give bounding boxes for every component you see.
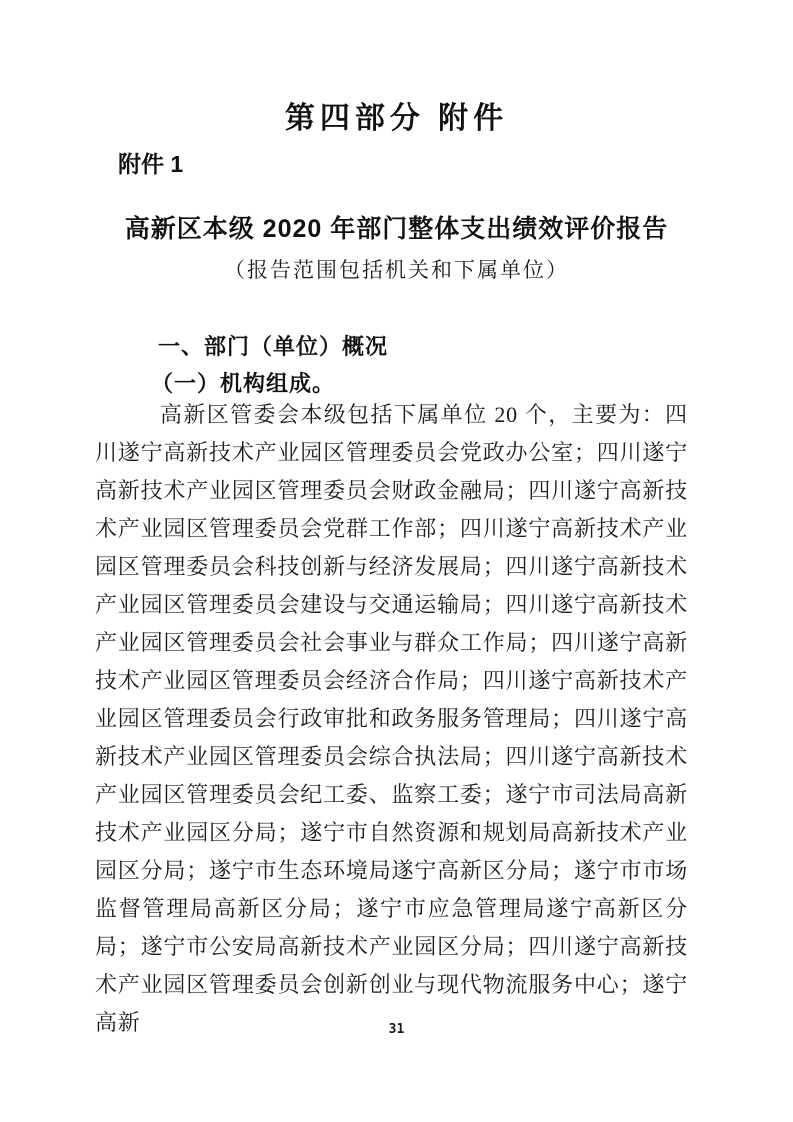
page-number: 31 xyxy=(388,1022,405,1037)
attachment-label: 附件 1 xyxy=(118,151,184,177)
part-heading: 第四部分 附件 xyxy=(284,102,509,135)
section-heading: 一、部门（单位）概况 xyxy=(158,334,389,359)
subsection-heading: （一）机构组成。 xyxy=(151,371,336,396)
report-subtitle: （报告范围包括机关和下属单位） xyxy=(224,258,569,282)
report-title: 高新区本级 2020 年部门整体支出绩效评价报告 xyxy=(124,215,669,243)
body-paragraph: 高新区管委会本级包括下属单位 20 个，主要为：四川遂宁高新技术产业园区管理委员会党政办公室；四川遂宁高新技术产业园区管理委员会财政金融局；四川遂宁高新技术产业园区管理委员会党群工作部；四川遂宁高新技术产业园区管理委员会科技创新与经济发展局；四川遂宁高新技术产业园区管理委员会建设与交通运输局；四川遂宁高新技术产业园区管理委员会社会事业与群众工作局；四川遂宁高新技术产业园区管理委员会经济合作局；四川遂宁高新技术产业园区管理委员会行政审批和政务服务管理局；四川遂宁高新技术产业园区管理委员会综合执法局；四川遂宁高新技术产业园区管理委员会纪工委、监察工委；遂宁市司法局高新技术产业园区分局；遂宁市自然资源和规划局高新技术产业园区分局；遂宁市生态环境局遂宁高新区分局；遂宁市市场监督管理局高新区分局；遂宁市应急管理局遂宁高新区分局；遂宁市公安局高新技术产业园区分局；四川遂宁高新技术产业园区管理委员会创新创业与现代物流服务中心；遂宁高新 xyxy=(95,402,688,1035)
